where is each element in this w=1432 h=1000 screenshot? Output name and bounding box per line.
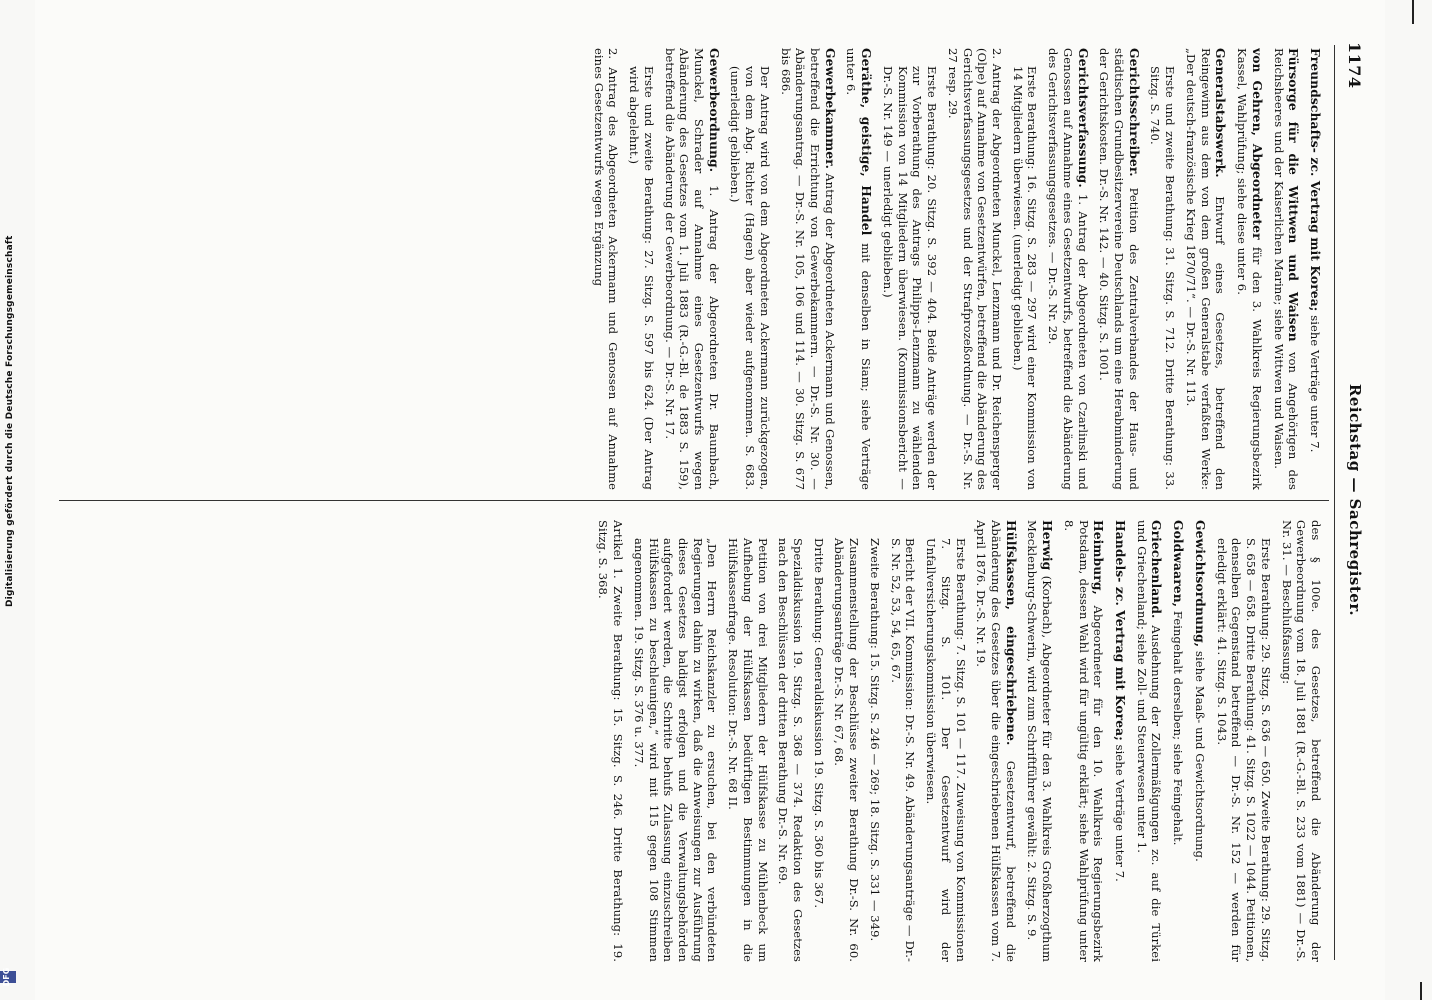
entry-text: Der Antrag wird von dem Abgeordneten Ackermann zurückgezogen, von dem Abg. Richter (Hagen) aber wieder aufgenommen. S. 683. (unerledigt geblieben.) xyxy=(728,66,772,490)
register-entry xyxy=(1045,48,1090,490)
entry-heading: Gewerbekammer. xyxy=(822,48,838,169)
entry-text: für den 3. Wahlkreis Regierungsbezirk Kassel, Wahlprüfung; siehe diese unter 6. xyxy=(1235,48,1264,490)
entry-text: Zusammenstellung der Beschlüsse zweiter Berathung Dr.-S. Nr. 60. Abänderungsanträge Dr.-S. Nr. 67, 68. xyxy=(832,538,862,962)
register-entry xyxy=(1061,520,1106,962)
page-number: 1174 xyxy=(1345,42,1365,89)
entry-heading: Fürsorge für die Wittwen und Waisen xyxy=(1286,48,1302,342)
entry-text: Entwurf eines Gesetzes, betreffend den Reingewinn aus dem von dem großen Generalstabe verfaßten Werke: „Der deutsch-französische Krieg 1870/71“. — Dr.-S. Nr. 113. xyxy=(1183,48,1228,490)
register-subentry xyxy=(867,538,882,962)
register-entry xyxy=(1134,520,1164,962)
register-subentry xyxy=(811,538,826,962)
register-entry xyxy=(1307,48,1323,490)
column-divider xyxy=(59,500,1329,501)
rotated-register-sheet xyxy=(35,0,1385,1000)
left-text-column xyxy=(75,48,1323,490)
entry-heading: Gewerbeordnung. xyxy=(706,48,722,173)
register-subentry xyxy=(596,520,625,962)
register-subentry xyxy=(725,538,769,962)
entry-text: (Korbach), Abgeordneter für den 3. Wahlkreis Großherzogthum Mecklenburg-Schwerin, wird zum Schriftführer gewählt: 2. Sitzg. S. 9. xyxy=(1025,520,1055,962)
entry-text: siehe Verträge unter 7. xyxy=(1113,744,1128,882)
entry-heading: Gerichtsschreiber. xyxy=(1126,48,1142,177)
register-subentry xyxy=(631,538,719,962)
entry-text: siehe Verträge unter 7. xyxy=(1308,315,1322,453)
register-subentry xyxy=(1148,66,1177,490)
register-entry xyxy=(1271,48,1301,490)
entry-heading: Freundschafts- zc. Vertrag mit Korea; xyxy=(1308,48,1323,312)
register-entry xyxy=(974,520,1019,962)
page-header xyxy=(1341,42,1369,958)
register-subentry xyxy=(591,48,620,490)
entry-text: „Den Herrn Reichskanzler zu ersuchen, bei den verbündeten Regierungen dahin zu wirken, daß die Anweisungen zur Ausführung dieses Gesetzes baldigst erfolgen und die Verwaltungsbehörden aufgefordert werden, die Schritte behufs Zulassung einzuschreiben Hülfskassen zu beschleunigen,“ wird mit 115 gegen 108 Stimmen angenommen. 19. Sitzg. S. 376 u. 377. xyxy=(631,538,720,962)
entry-text: von Angehörigen des Reichsheeres und der Kaiserlichen Marine; siehe Wittwen und Waisen. xyxy=(1271,48,1301,490)
running-title: Reichstag — Sachregister. xyxy=(1346,383,1364,617)
entry-text: mit denselben in Siam; siehe Verträge unter 6. xyxy=(844,48,874,490)
register-entry xyxy=(1025,520,1055,962)
entry-text: Petition des Zentralverbandes der Haus- und städtischen Grundbesitzervereine Deutschlands um eine Herabminderung der Gerichtskosten. Dr.-S. Nr. 142. — 40. Sitzg. S. 1001. xyxy=(1097,48,1141,490)
scan-edge-mark xyxy=(1412,0,1414,24)
entry-text: Erste Berathung: 29. Sitzg. S. 636 — 650. Zweite Berathung: 29. Sitzg. S. 658 — 658. Dritte Berathung: 41. Sitzg. S. 1022 — 1044. Petitionen, denselben Gegenstand betreffend — Dr.-S. Nr. 152 — werden für erledigt erklärt: 41. Sitzg. S. 1043. xyxy=(1214,538,1273,962)
entry-heading: Griechenland. xyxy=(1149,520,1165,619)
entry-text: Artikel 1. Zweite Berathung: 15. Sitzg. S. 246. Dritte Berathung: 19. Sitzg. S. 368. xyxy=(596,520,626,962)
register-subentry xyxy=(1010,66,1039,490)
entry-heading: Geräthe, geistige, Handel xyxy=(859,48,875,236)
entry-text: Zweite Berathung: 15. Sitzg. S. 246 — 269; 18. Sitzg. S. 331 — 349. xyxy=(867,538,882,942)
register-subentry xyxy=(626,66,655,490)
entry-text: Bericht der VII. Kommission: Dr.-S. Nr. 49. Abänderungsanträge — Dr.-S. Nr. 52, 53, 54, 65, 67. xyxy=(888,538,918,962)
register-subentry xyxy=(923,538,967,962)
entry-heading: Heimburg, xyxy=(1091,520,1107,595)
entry-text: Erste Berathung: 16. Sitzg. S. 283 — 297 wird einer Kommission von 14 Mitgliedern überwiesen. (unerledigt geblieben.) xyxy=(1010,66,1040,490)
register-entry xyxy=(1234,48,1264,490)
entry-text: Antrag der Abgeordneten Ackermann und Genossen, betreffend die Errichtung von Gewerbekammern. — Dr.-S. Nr. 30. — Abänderungsantrag. — Dr.-S. Nr. 105, 106 und 114. — 30. Sitzg. S. 677 bis 686. xyxy=(778,48,837,490)
entry-text: Dritte Berathung: Generaldiskussion 19. Sitzg. S. 360 bis 367. xyxy=(811,538,826,909)
entry-text: 1. Antrag der Abgeordneten Dr. Baumbach, Munckel, Schrader auf Annahme eines Gesetzentwurfs wegen Abänderung des Gesetzes vom 1. Juli 1883 (R.-G.-Bl. de 1883 S. 159), betreffend die Abänderung der Gewerbeordnung. — Dr.-S. Nr. 17. xyxy=(662,48,721,490)
entry-text: 2. Antrag des Abgeordneten Ackermann und Genossen auf Annahme eines Gesetzentwurfs wegen Ergänzung xyxy=(591,48,621,490)
register-subentry xyxy=(880,66,939,490)
entry-heading: Generalstabswerk. xyxy=(1213,48,1229,178)
register-entry xyxy=(1171,520,1187,962)
entry-heading: von Gehren, Abgeordneter xyxy=(1249,48,1265,240)
entry-heading: Hülfskassen, eingeschriebene. xyxy=(1003,520,1019,746)
register-subentry xyxy=(832,538,861,962)
register-entry xyxy=(778,48,838,490)
register-subentry xyxy=(888,538,917,962)
register-entry xyxy=(844,48,874,490)
register-subentry xyxy=(1214,538,1273,962)
entry-heading: Handels- zc. Vertrag mit Korea; xyxy=(1113,520,1129,741)
entry-heading: Goldwaaren, xyxy=(1171,520,1187,608)
entry-text: Erste und zweite Berathung: 27. Sitzg. S. 597 bis 624. (Der Antrag wird abgelehnt.) xyxy=(627,66,656,490)
entry-text: Erste und zweite Berathung: 31. Sitzg. S. 712. Dritte Berathung: 33. Sitzg. S. 740. xyxy=(1148,66,1178,490)
register-entry xyxy=(662,48,722,490)
register-subentry xyxy=(776,538,805,962)
digitization-note: Digitalisierung gefördert durch die Deutsche Forschungsgemeinschaft xyxy=(5,235,15,607)
entry-text: 2. Antrag der Abgeordneten Munckel, Lenzmann und Dr. Reichensperger (Olpe) auf Annahme von Gesetzentwürfen, betreffend die Abänderung des Gerichtsverfassungsgesetzes und der Strafprozeßordnung. — Dr.-S. Nr. 27 resp. 29. xyxy=(945,48,1004,490)
register-subentry xyxy=(728,66,772,490)
entry-text: 1. Antrag der Abgeordneten von Czarlinski und Genossen auf Annahme eines Gesetzentwurfs, betreffend die Abänderung des Gerichtsverfassungsgesetzes. — Dr.-S. Nr. 29. xyxy=(1046,48,1090,490)
register-entry xyxy=(1192,520,1208,962)
register-subentry xyxy=(1279,520,1323,962)
register-subentry xyxy=(945,48,1004,490)
entry-text: Erste Berathung: 20. Sitzg. S. 392 — 404. Beide Anträge werden der zur Vorberathung des Antrags Philipps-Lenzmann zu wählenden Kommission von 14 Mitgliedern überwiesen. (Kommissionsbericht — Dr.-S. Nr. 149 — unerledigt geblieben.) xyxy=(880,66,940,490)
entry-text: Erste Berathung: 7. Sitzg. S. 101 — 117. Zuweisung von Kommissionen 7. Sitzg. S. 101. Der Gesetzentwurf wird der Unfallversicherungskommission überwiesen. xyxy=(924,538,968,962)
register-entry xyxy=(1112,520,1128,962)
scan-edge-mark xyxy=(1420,982,1422,1000)
entry-text: Abgeordneter für den 10. Wahlkreis Regierungsbezirk Potsdam, dessen Wahl wird für ungültig erklärt; siehe Wahlprüfung unter 8. xyxy=(1061,520,1106,962)
entry-text: siehe Maaß- und Gewichtsordnung. xyxy=(1192,650,1207,862)
entry-text: des § 100e. des Gesetzes, betreffend die Abänderung der Gewerbeordnung vom 18. Juli 1881 (R.-G.-Bl. S. 233 vom 1881) — Dr.-S. Nr. 31. — Beschlußfassung: xyxy=(1279,520,1323,962)
entry-heading: Gerichtsverfassung. xyxy=(1075,48,1091,188)
register-entry xyxy=(1183,48,1228,490)
entry-heading: Gewichtsordnung, xyxy=(1192,520,1208,648)
entry-text: Petition von drei Mitgliedern der Hülfskasse zu Mühlenbeck um Aufhebung der Hülfskassen bedürftigen Bestimmungen in die Hülfskassenfrage. Resolution: Dr.-S. Nr. 68 II. xyxy=(726,538,770,962)
register-entry xyxy=(1097,48,1142,490)
entry-text: Feingehalt derselben; siehe Feingehalt. xyxy=(1171,610,1186,846)
header-rule xyxy=(1334,45,1335,960)
entry-text: Spezialdiskussion 19. Sitzg. S. 368 — 374. Redaktion des Gesetzes nach den Beschlüssen der dritten Berathung Dr.-S. Nr. 69. xyxy=(776,538,806,962)
entry-heading: Herwig xyxy=(1040,520,1056,571)
dfg-logo: DFG xyxy=(0,971,16,983)
entry-text: Ausdehnung der Zollermäßigungen zc. auf die Türkei und Griechenland; siehe Zoll- und Steuerwesen unter 1. xyxy=(1134,520,1164,962)
right-text-column xyxy=(75,520,1323,962)
entry-text: Gesetzentwurf, betreffend die Abänderung des Gesetzes über die eingeschriebenen Hülfskassen vom 7. April 1876. Dr.-S. Nr. 19. xyxy=(974,520,1018,962)
